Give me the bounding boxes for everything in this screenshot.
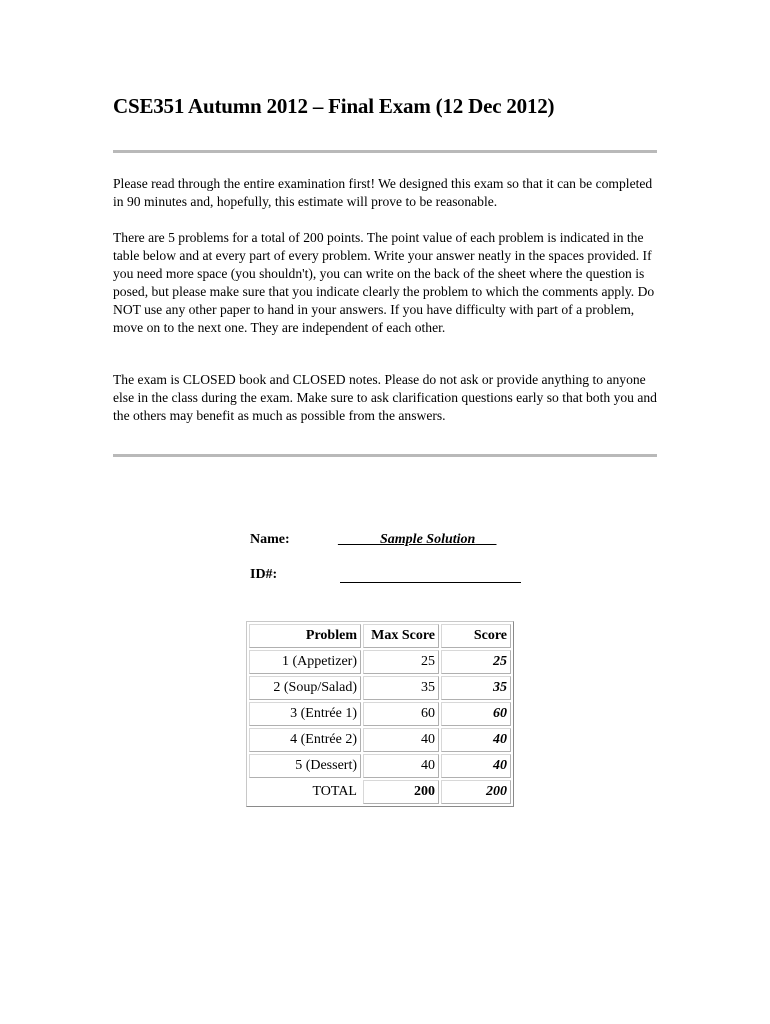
- id-field[interactable]: [340, 582, 521, 583]
- score: 25: [441, 650, 511, 674]
- max-score: 60: [363, 702, 439, 726]
- divider-bottom: [113, 454, 657, 457]
- name-value: Sample Solution: [380, 532, 476, 547]
- instructions-paragraph-1: Please read through the entire examination first! We designed this exam so that it can be completed in 90 minutes and, hopefully, this estimate will prove to be reasonable.: [113, 176, 653, 209]
- name-blank-prefix: ______: [338, 532, 380, 547]
- score-table: [246, 621, 514, 807]
- table-total-row: [249, 780, 511, 804]
- score: 35: [441, 676, 511, 700]
- table-header-row: [249, 624, 511, 648]
- max-score: 25: [363, 650, 439, 674]
- max-score: 35: [363, 676, 439, 700]
- instructions-paragraph-3: The exam is CLOSED book and CLOSED notes. Please do not ask or provide anything to anyone else in the class during the exam. Make sure to ask clarification questions early so that both you and the others may benefit as much as possible from the answers.: [113, 372, 657, 423]
- total-score: 200: [441, 780, 511, 804]
- problem-name: 3 (Entrée 1): [249, 702, 361, 726]
- name-field[interactable]: [338, 532, 496, 548]
- header-max-score: Max Score: [363, 624, 439, 648]
- header-problem: Problem: [249, 624, 361, 648]
- id-label: ID#:: [250, 567, 278, 582]
- max-score: 40: [363, 728, 439, 752]
- problem-name: 2 (Soup/Salad): [249, 676, 361, 700]
- exam-title: CSE351 Autumn 2012 – Final Exam (12 Dec 2012): [113, 94, 555, 118]
- total-label: TOTAL: [312, 784, 357, 799]
- divider-top: [113, 150, 657, 153]
- table-row: [249, 650, 511, 674]
- name-label: Name:: [250, 532, 290, 547]
- score: 60: [441, 702, 511, 726]
- problem-name: 5 (Dessert): [249, 754, 361, 778]
- instructions-paragraph-2: There are 5 problems for a total of 200 points. The point value of each problem is indicated in the table below and at every part of every problem. Write your answer neatly in the spaces provided. If you need more space (you shouldn't), you can write on the back of the sheet where the question is posed, but please make sure that you indicate clearly the problem to which the comments apply. Do NOT use any other paper to hand in your answers. If you have difficulty with part of a problem, move on to the next one. They are independent of each other.: [113, 230, 655, 335]
- table-row: [249, 702, 511, 726]
- problem-name: 4 (Entrée 2): [249, 728, 361, 752]
- problem-name: 1 (Appetizer): [249, 650, 361, 674]
- total-max-score: 200: [363, 780, 439, 804]
- table-row: [249, 676, 511, 700]
- max-score: 40: [363, 754, 439, 778]
- table-row: [249, 754, 511, 778]
- score: 40: [441, 754, 511, 778]
- table-row: [249, 728, 511, 752]
- score: 40: [441, 728, 511, 752]
- name-blank-suffix: ___: [475, 532, 497, 547]
- header-score: Score: [441, 624, 511, 648]
